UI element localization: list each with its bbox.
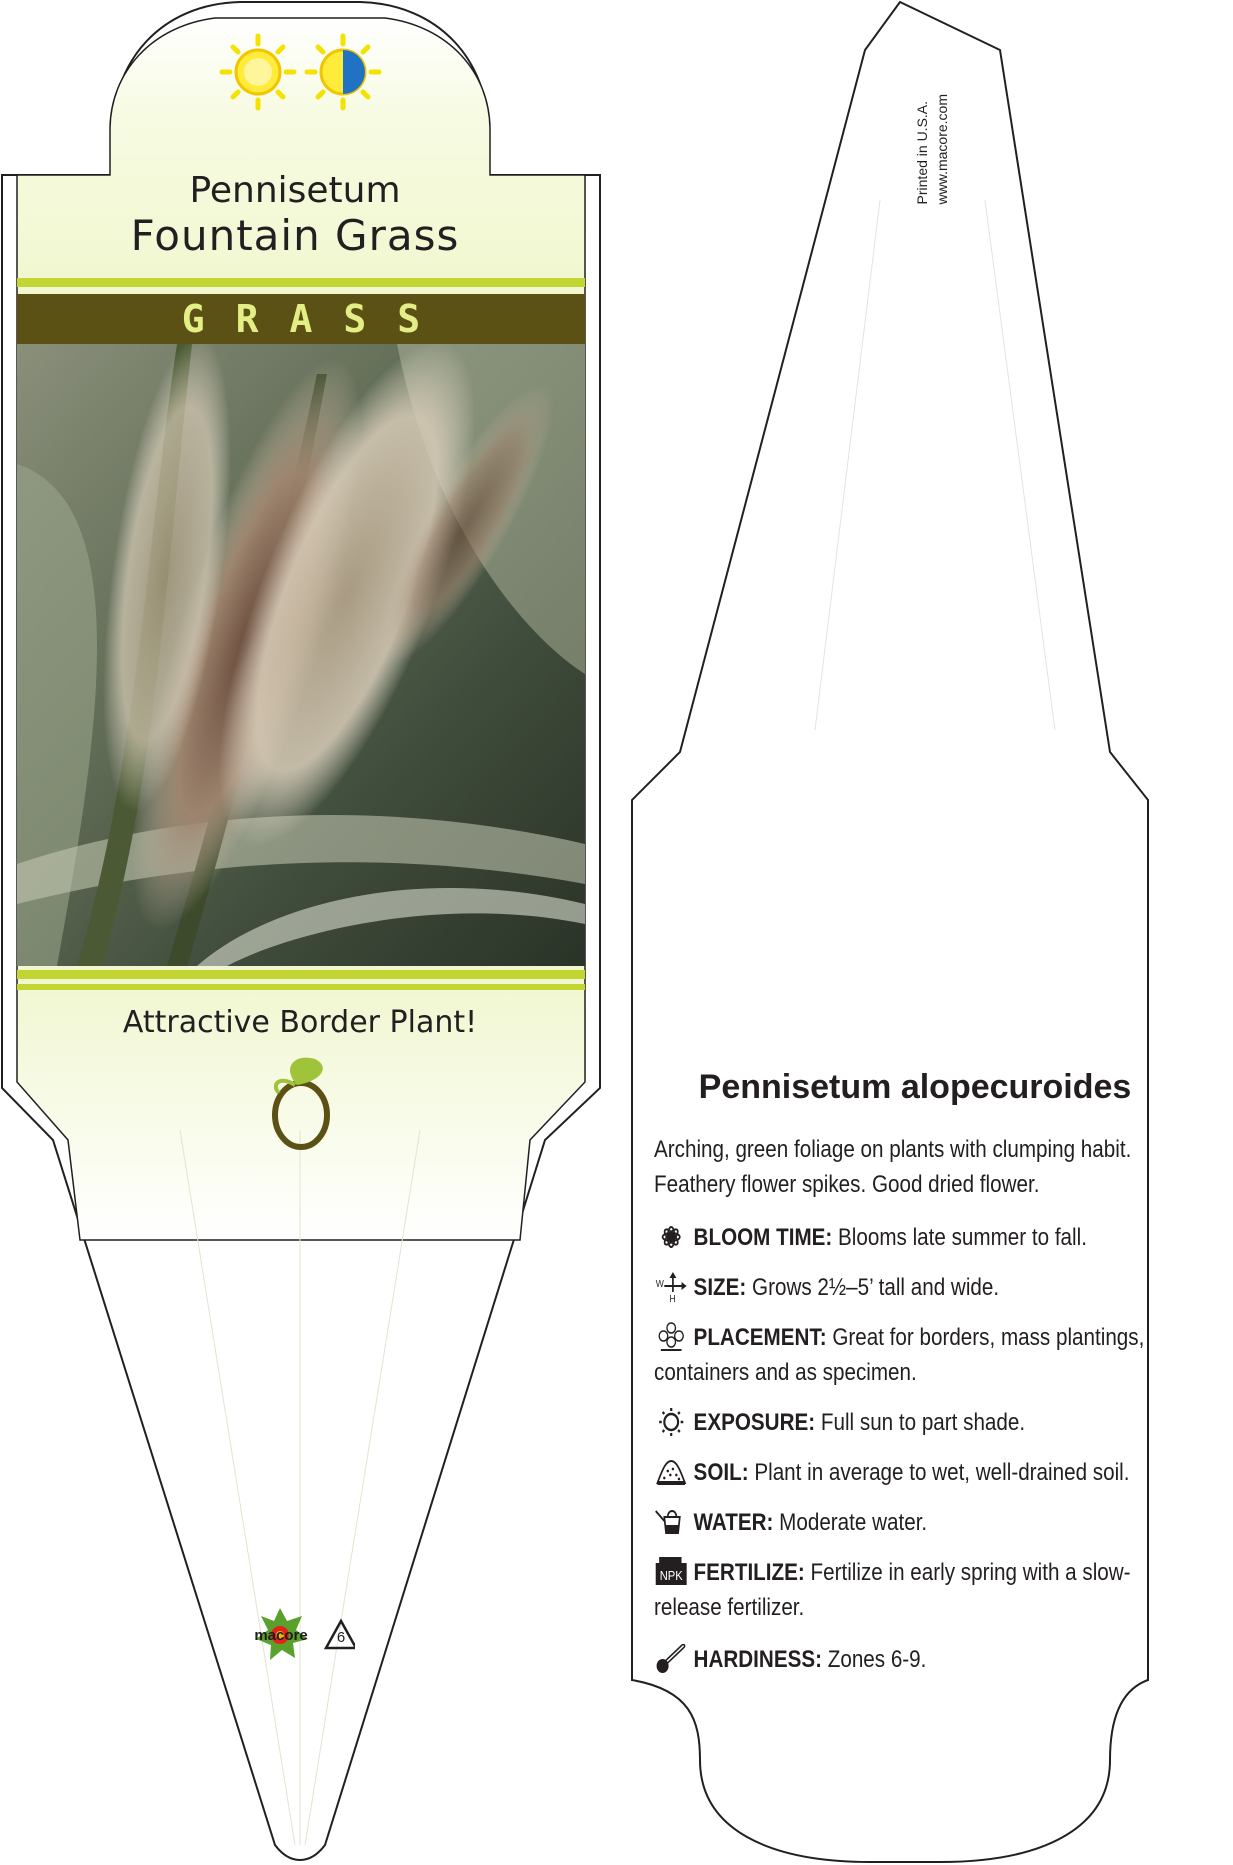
care-soil [654,1455,1153,1490]
soil-icon [654,1457,688,1487]
care-size [654,1270,1153,1305]
care-exposure [654,1405,1153,1440]
common-name: Pennisetum [189,170,401,211]
care-label: SIZE: [693,1274,747,1301]
care-text: Moderate water. [779,1509,928,1536]
printer-credit [912,94,952,204]
sun-icon [654,1407,688,1437]
description: Arching, green foliage on plants with clumping habit. Feathery flower spikes. Good dried flower. [654,1136,1132,1198]
flower-icon [654,1222,688,1252]
care-label: BLOOM TIME: [693,1224,833,1251]
recycle-code: 6 [336,1629,346,1646]
tagline: Attractive Border Plant! [122,1005,478,1040]
category-band: GRASS [17,294,585,344]
care-text: Plant in average to wet, well-drained soil. [754,1459,1130,1486]
care-hardiness [654,1642,1153,1677]
care-text: Grows 2½–5’ tall and wide. [752,1274,1000,1301]
care-label: SOIL: [693,1459,749,1486]
care-fertilize [654,1555,1153,1625]
care-water [654,1505,1153,1540]
care-label: FERTILIZE: [693,1559,805,1586]
care-text: Fertilize in early spring with a slow-release fertilizer. [654,1559,1131,1621]
watering-can-icon [654,1507,688,1537]
size-icon-h: H [669,1293,676,1302]
thermometer-icon [654,1644,688,1674]
main-name: Fountain Grass [130,211,460,260]
care-label: WATER: [693,1509,774,1536]
care-text: Zones 6-9. [827,1646,927,1673]
npk-label: NPK [659,1568,683,1584]
care-label: HARDINESS: [693,1646,822,1673]
size-icon-w: W [655,1278,664,1290]
placement-icon [654,1322,688,1352]
care-placement [654,1320,1153,1390]
website: www.macore.com [934,94,950,205]
care-text: Great for borders, mass plantings, containers and as specimen. [654,1324,1145,1386]
care-bloom-time [654,1220,1153,1255]
npk-icon [654,1557,688,1587]
care-label: PLACEMENT: [693,1324,827,1351]
printed-in: Printed in U.S.A. [914,100,930,205]
brand-name: macore [254,1627,308,1644]
scientific-name: Pennisetum alopecuroides [698,1068,1132,1106]
care-label: EXPOSURE: [693,1409,816,1436]
size-icon [654,1272,688,1302]
care-text: Full sun to part shade. [820,1409,1026,1436]
care-text: Blooms late summer to fall. [838,1224,1087,1251]
